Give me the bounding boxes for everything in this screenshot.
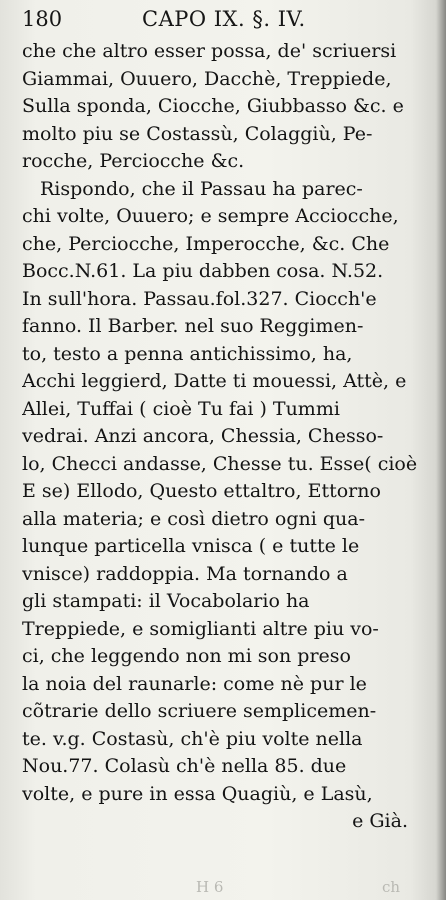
bleed-through-catchword: ch <box>382 878 401 896</box>
text-line: gli stampati: il Vocabolario ha <box>22 590 310 612</box>
text-line: che che altro esser possa, de' scriuersi <box>22 40 397 62</box>
page-edge-shadow <box>436 0 446 900</box>
text-line: Nou.77. Colasù ch'è nella 85. due <box>22 755 347 777</box>
text-line: Acchi leggierd, Datte ti mouessi, Attè, e <box>22 370 407 392</box>
text-line: cõtrarie dello scriuere semplicemen- <box>22 700 377 722</box>
text-line: la noia del raunarle: come nè pur le <box>22 672 367 695</box>
text-line: ci, che leggendo non mi son preso <box>22 645 351 667</box>
bleed-through-text <box>0 876 446 900</box>
text-line: rocche, Perciocche &c. <box>22 150 245 172</box>
text-line: to, testo a penna antichissimo, ha, <box>22 342 353 365</box>
text-line: In sull'hora. Passau.fol.327. Ciocch'e <box>22 287 377 310</box>
text-line: Allei, Tuffai ( cioè Tu fai ) Tummi <box>22 397 340 420</box>
text-line: Sulla sponda, Ciocche, Giubbasso &c. e <box>22 95 404 117</box>
paragraph-start-line: Rispondo, che il Passau ha parec- <box>40 177 363 200</box>
text-line: E se) Ellodo, Questo ettaltro, Ettorno <box>22 480 381 502</box>
page-number: 180 <box>22 7 63 31</box>
text-line: lo, Checci andasse, Chesse tu. Esse( cioè <box>22 452 418 475</box>
text-line: Treppiede, e somiglianti altre piu vo- <box>22 617 379 640</box>
text-line: che, Perciocche, Imperocche, &c. Che <box>22 232 390 255</box>
text-line: te. v.g. Costasù, ch'è piu volte nella <box>22 727 363 750</box>
text-line: volte, e pure in essa Quagiù, e Lasù, <box>22 782 373 805</box>
bleed-through-signature: H 6 <box>196 878 224 896</box>
text-line: molto piu se Costassù, Colaggiù, Pe- <box>22 122 373 145</box>
running-header <box>22 4 442 36</box>
text-line: vedrai. Anzi ancora, Chessia, Chesso- <box>22 425 384 447</box>
catchword: e Già. <box>352 810 408 832</box>
text-line: Giammai, Ouuero, Dacchè, Treppiede, <box>22 67 392 90</box>
body-text <box>22 38 432 836</box>
text-line: chi volte, Ouuero; e sempre Acciocche, <box>22 205 399 227</box>
text-line: vnisce) raddoppia. Ma tornando a <box>22 562 348 585</box>
text-line: alla materia; e così dietro ogni qua- <box>22 507 366 530</box>
text-line: lunque particella vnisca ( e tutte le <box>22 535 360 557</box>
text-line: Bocc.N.61. La piu dabben cosa. N.52. <box>22 260 384 282</box>
text-line: fanno. Il Barber. nel suo Reggimen- <box>22 315 364 337</box>
chapter-heading: CAPO IX. §. IV. <box>142 7 306 31</box>
